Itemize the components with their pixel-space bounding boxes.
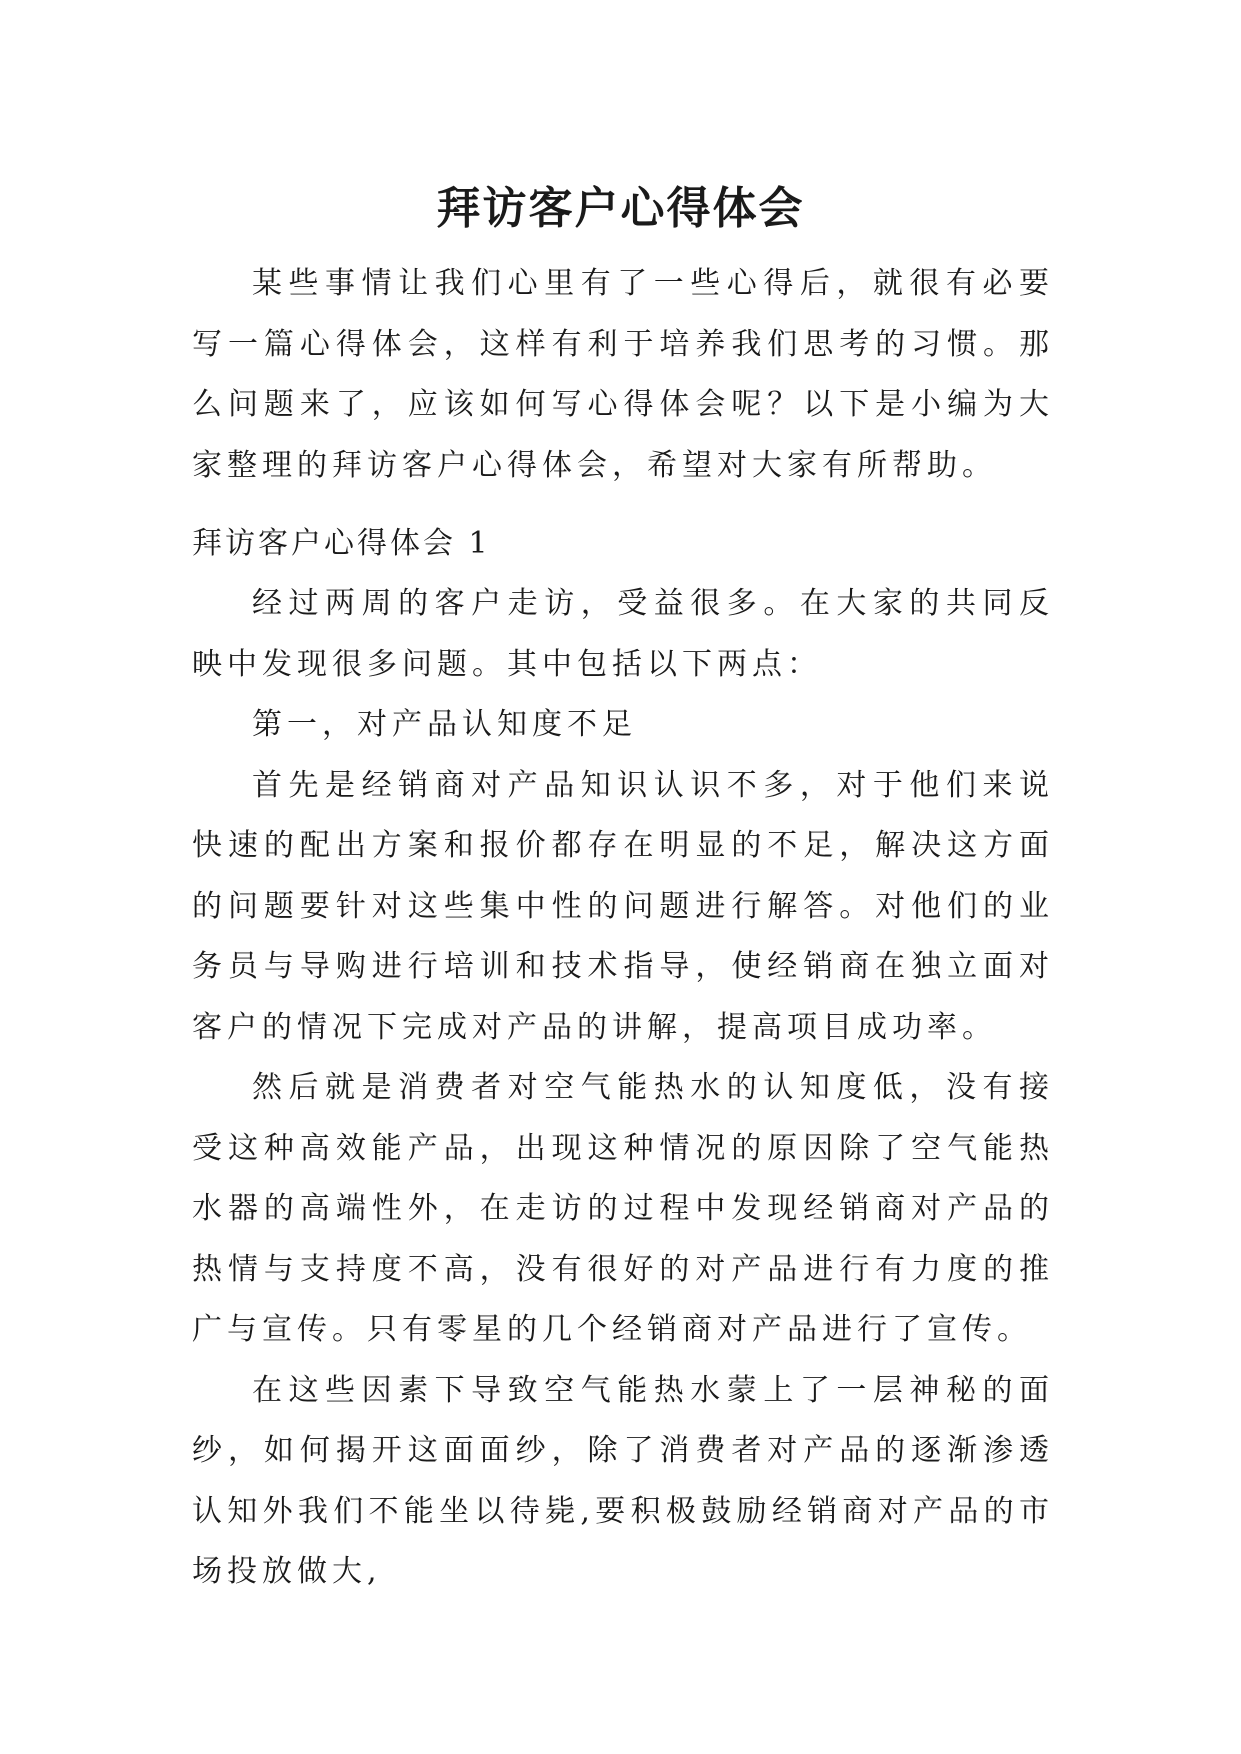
section-paragraph: 在这些因素下导致空气能热水蒙上了一层神秘的面纱，如何揭开这面面纱，除了消费者对产品的逐渐渗透认知外我们不能坐以待毙,要积极鼓励经销商对产品的市场投放做大,	[192, 1372, 1054, 1589]
section-1	[192, 514, 1054, 1603]
intro-block	[192, 254, 1054, 496]
section-heading: 拜访客户心得体会 1	[192, 526, 491, 561]
section-subheading: 第一，对产品认知度不足	[252, 707, 637, 742]
section-paragraph: 首先是经销商对产品知识认识不多，对于他们来说快速的配出方案和报价都存在明显的不足，解决这方面的问题要针对这些集中性的问题进行解答。对他们的业务员与导购进行培训和技术指导，使经销商在独立面对客户的情况下完成对产品的讲解，提高项目成功率。	[192, 767, 1054, 1045]
intro-paragraph: 某些事情让我们心里有了一些心得后，就很有必要写一篇心得体会，这样有利于培养我们思考的习惯。那么问题来了，应该如何写心得体会呢？以下是小编为大家整理的拜访客户心得体会，希望对大家有所帮助。	[192, 266, 1054, 483]
document-title: 拜访客户心得体会	[436, 183, 805, 235]
section-paragraph: 然后就是消费者对空气能热水的认知度低，没有接受这种高效能产品，出现这种情况的原因除了空气能热水器的高端性外，在走访的过程中发现经销商对产品的热情与支持度不高，没有很好的对产品进行有力度的推广与宣传。只有零星的几个经销商对产品进行了宣传。	[192, 1070, 1054, 1347]
section-paragraph: 经过两周的客户走访，受益很多。在大家的共同反映中发现很多问题。其中包括以下两点：	[192, 586, 1054, 682]
